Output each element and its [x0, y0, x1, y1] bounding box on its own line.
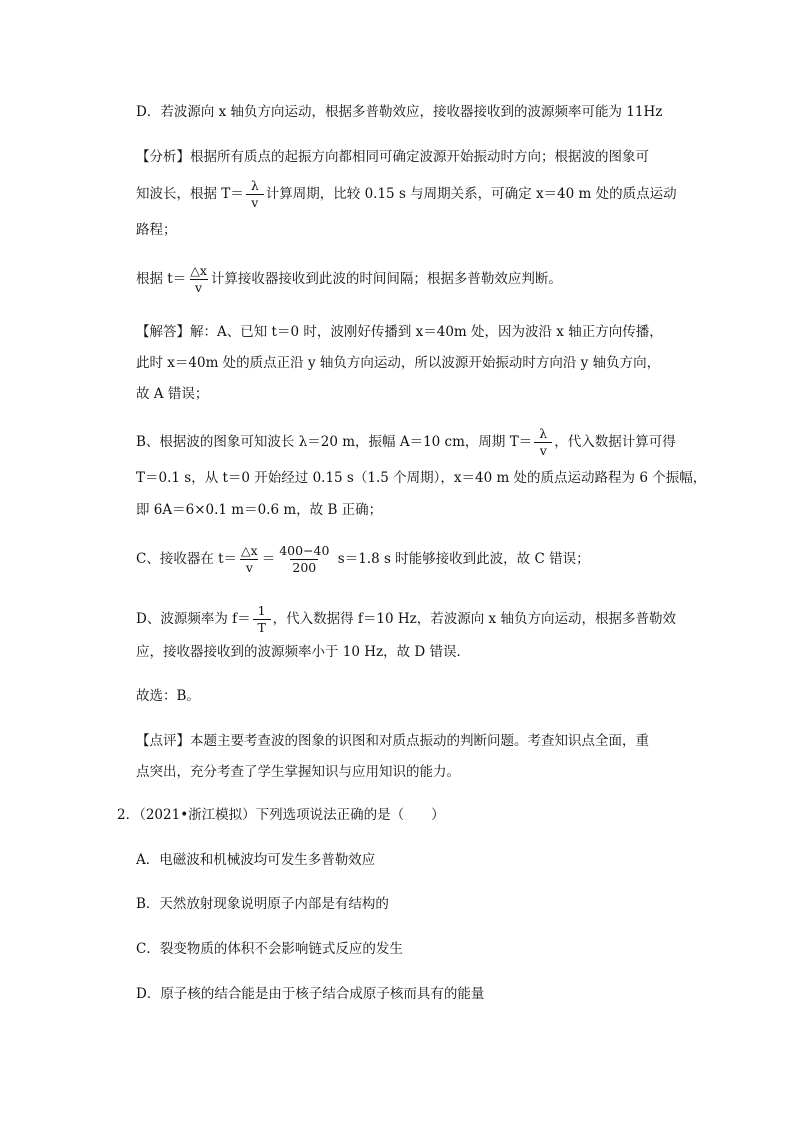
fraction-denominator: v: [240, 559, 258, 575]
analysis-line-4: [136, 265, 562, 294]
analysis-text-2a: 知波长，根据 T＝: [136, 186, 244, 202]
equals-sign: ＝: [261, 551, 276, 567]
fraction-numerator: △x: [190, 263, 207, 278]
solution-line-a2: 此时 x＝40m 处的质点正沿 y 轴负方向运动，所以波源开始振动时方向沿 y 轴负方向，: [136, 355, 661, 371]
analysis-text-1: 根据所有质点的起振方向都相同可确定波源开始振动时方向；根据波的图象可: [190, 149, 649, 165]
question-2-option-c: C．裂变物质的体积不会影响链式反应的发生: [136, 941, 403, 957]
analysis-line-2: [136, 180, 677, 209]
solution-line-b3: 即 6A＝6×0.1 m＝0.6 m，故 B 正确；: [136, 502, 383, 518]
analysis-text-4a: 根据 t＝: [136, 271, 187, 287]
fraction-distance-over-speed: [277, 545, 331, 574]
fraction-numerator: λ: [539, 426, 548, 441]
solution-text-c-a: C、接收器在 t＝: [136, 551, 238, 567]
fraction-denominator: v: [246, 194, 264, 210]
fraction-denominator: v: [534, 442, 552, 458]
fraction-denominator: v: [190, 279, 208, 295]
solution-line-b2: T＝0.1 s，从 t＝0 开始经过 0.15 s（1.5 个周期），x＝40 m 处的质点运动路程为 6 个振幅，: [136, 470, 707, 486]
solution-text-a1: 解：A、已知 t＝0 时，波刚好传播到 x＝40m 处，因为波沿 x 轴正方向传播，: [190, 324, 663, 340]
comment-text-1: 本题主要考查波的图象的识图和对质点振动的判断问题。考查知识点全面，重: [190, 733, 649, 749]
fraction-lambda-over-v: [246, 180, 264, 209]
fraction-numerator: 400−40: [279, 543, 330, 558]
question-2-option-b: B．天然放射现象说明原子内部是有结构的: [136, 896, 389, 912]
solution-tag: 【解答】: [136, 324, 190, 340]
analysis-line-3: 路程；: [136, 222, 177, 238]
comment-line-1: [136, 731, 649, 751]
question-2-option-a: A．电磁波和机械波均可发生多普勒效应: [136, 852, 376, 868]
fraction-one-over-t: [253, 605, 271, 634]
fraction-dx-over-v: [188, 265, 209, 294]
comment-tag: 【点评】: [136, 733, 190, 749]
question-2-option-d: D．原子核的结合能是由于核子结合成原子核而具有的能量: [136, 986, 485, 1002]
analysis-line-1: [136, 147, 649, 167]
comment-line-2: 点突出，充分考查了学生掌握知识与应用知识的能力。: [136, 764, 460, 780]
analysis-text-2b: 计算周期，比较 0.15 s 与周期关系，可确定 x＝40 m 处的质点运动: [265, 186, 677, 202]
solution-line-b1: [136, 428, 676, 457]
solution-line-a3: 故 A 错误；: [136, 386, 209, 402]
solution-text-c-b: s＝1.8 s 时能够接收到此波，故 C 错误；: [337, 551, 590, 567]
final-choice: 故选：B。: [136, 688, 200, 704]
solution-text-b1a: B、根据波的图象可知波长 λ＝20 m，振幅 A＝10 cm，周期 T＝: [136, 434, 533, 450]
solution-text-d1a: D、波源频率为 f＝: [136, 611, 251, 627]
solution-line-d1: [136, 605, 676, 634]
solution-text-b1b: ，代入数据计算可得: [554, 434, 676, 450]
fraction-numerator: λ: [250, 178, 259, 193]
solution-text-d1b: ，代入数据得 f＝10 Hz，若波源向 x 轴负方向运动，根据多普勒效: [272, 611, 676, 627]
fraction-numerator: △x: [241, 543, 258, 558]
analysis-tag: 【分析】: [136, 149, 190, 165]
question-2-stem: 2．（2021•浙江模拟）下列选项说法正确的是（ ）: [117, 807, 445, 823]
analysis-text-4b: 计算接收器接收到此波的时间间隔；根据多普勒效应判断。: [210, 271, 562, 287]
fraction-denominator: 200: [292, 559, 317, 575]
fraction-lambda-over-v: [534, 428, 552, 457]
solution-line-a1: [136, 322, 663, 342]
fraction-dx-over-v: [239, 545, 260, 574]
fraction-denominator: T: [253, 619, 271, 635]
solution-line-d2: 应，接收器接收到的波源频率小于 10 Hz，故 D 错误．: [136, 644, 471, 660]
solution-line-c: [136, 545, 590, 574]
option-d: D．若波源向 x 轴负方向运动，根据多普勒效应，接收器接收到的波源频率可能为 11Hz: [136, 104, 663, 120]
fraction-numerator: 1: [257, 603, 266, 618]
